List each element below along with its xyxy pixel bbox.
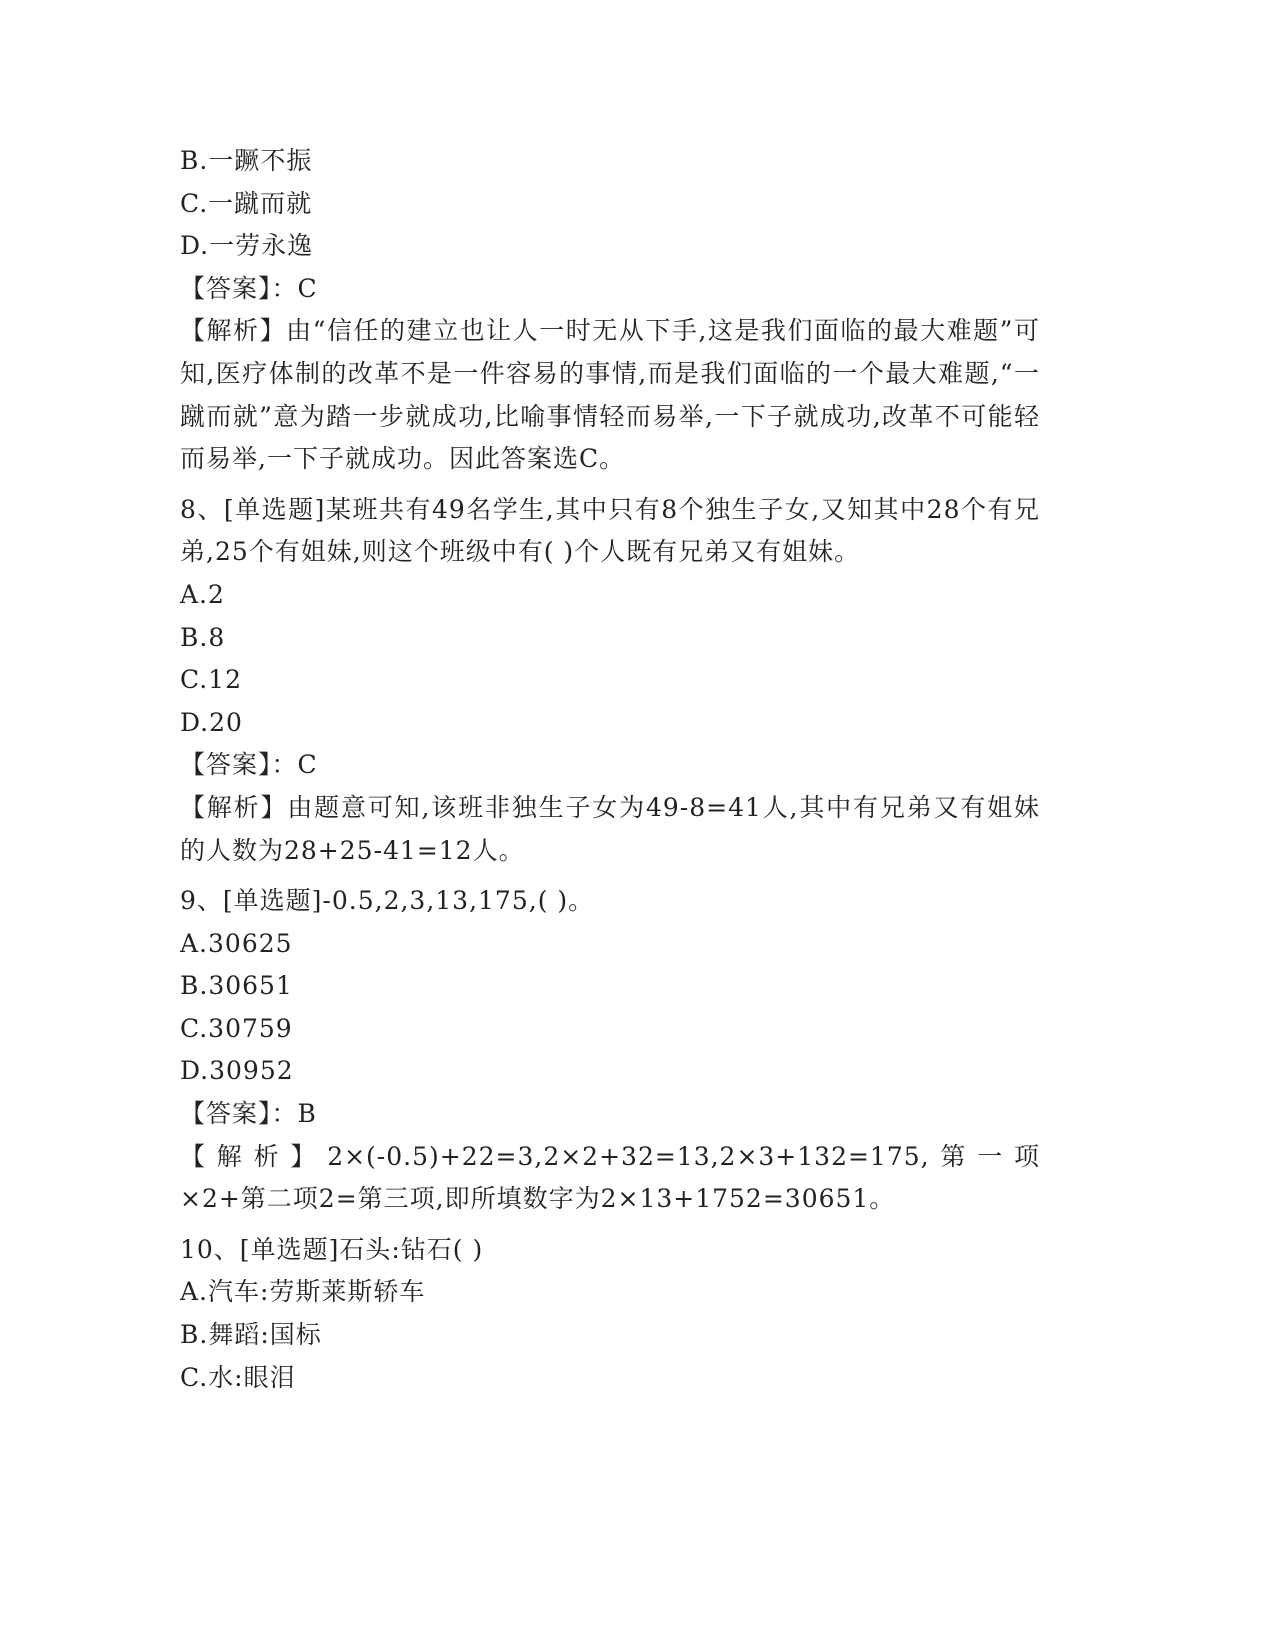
q7-analysis: 【解析】由“信任的建立也让人一时无从下手,这是我们面临的最大难题”可知,医疗体制的改革不是一件容易的事情,而是我们面临的一个最大难题,“一蹴而就”意为踏一步就成功,比喻事情轻而易举,一下子就成功,改革不可能轻而易举,一下子就成功。因此答案选C。 xyxy=(180,316,1040,474)
q10-option-a: A.汽车:劳斯莱斯轿车 xyxy=(180,1277,426,1307)
q7-option-d: D.一劳永逸 xyxy=(180,231,314,261)
q9-analysis: 【解析】2×(-0.5)+22=3,2×2+32=13,2×3+132=175,第一项×2+第二项2=第三项,即所填数字为2×13+1752=30651。 xyxy=(180,1141,1040,1214)
q8-answer: 【答案】：C xyxy=(180,750,318,780)
q9-option-d: D.30952 xyxy=(180,1056,294,1086)
q7-answer: 【答案】：C xyxy=(180,273,318,303)
question-8 xyxy=(180,489,1040,872)
q8-option-a: A.2 xyxy=(180,579,225,609)
q7-option-c: C.一蹴而就 xyxy=(180,188,313,218)
q8-option-b: B.8 xyxy=(180,622,226,652)
q9-answer: 【答案】：B xyxy=(180,1099,317,1129)
q9-option-b: B.30651 xyxy=(180,971,293,1001)
q7-option-b: B.一蹶不振 xyxy=(180,146,313,175)
document-page xyxy=(180,140,1040,1399)
q10-option-c: C.水:眼泪 xyxy=(180,1362,296,1392)
q8-analysis: 【解析】由题意可知,该班非独生子女为49-8=41人,其中有兄弟又有姐妹的人数为28+25-41=12人。 xyxy=(180,792,1040,865)
q10-stem: 10、[单选题]石头:钻石( ) xyxy=(180,1234,484,1264)
question-7-tail xyxy=(180,140,1040,481)
q8-stem: 8、[单选题]某班共有49名学生,其中只有8个独生子女,又知其中28个有兄弟,25个有姐妹,则这个班级中有( )个人既有兄弟又有姐妹。 xyxy=(180,494,1040,567)
q9-option-c: C.30759 xyxy=(180,1013,293,1043)
q8-option-c: C.12 xyxy=(180,665,242,695)
q10-option-b: B.舞蹈:国标 xyxy=(180,1320,322,1350)
q8-option-d: D.20 xyxy=(180,707,243,737)
question-9 xyxy=(180,880,1040,1221)
q9-option-a: A.30625 xyxy=(180,928,293,958)
question-10 xyxy=(180,1229,1040,1399)
q9-stem: 9、[单选题]-0.5,2,3,13,175,( )。 xyxy=(180,886,595,916)
